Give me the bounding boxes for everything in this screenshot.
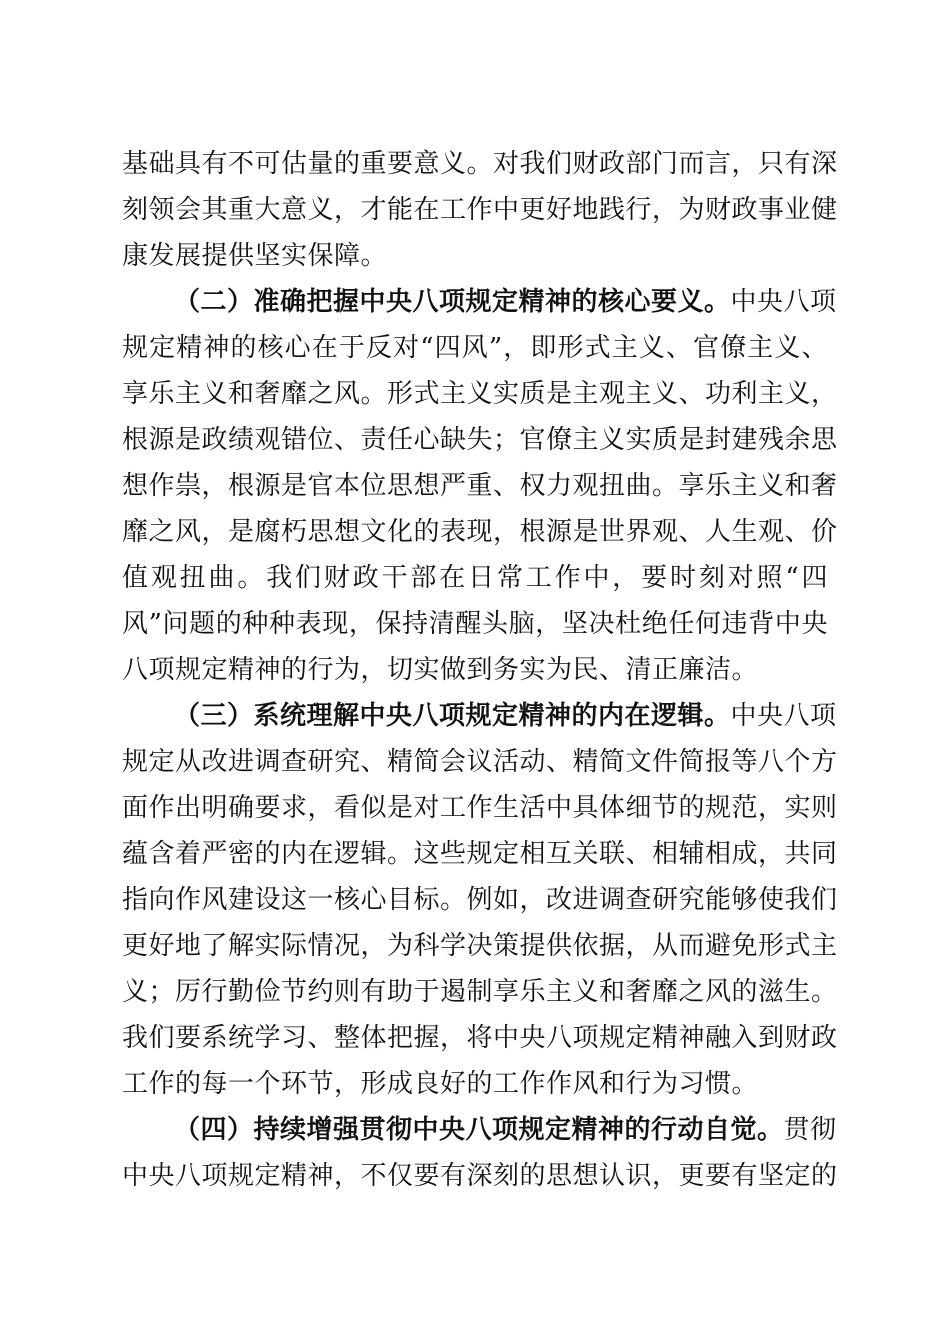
paragraph-3-line-3: 面作出明确要求，看似是对工作生活中具体细节的规范，实则 [122, 793, 838, 823]
paragraph-2-heading: （二）准确把握中央八项规定精神的核心要义。 [174, 287, 731, 317]
paragraph-4-first-line-rest: 贯彻 [783, 1115, 837, 1145]
paragraph-4-first-line [174, 1109, 837, 1151]
paragraph-3-line-7: 义；厉行勤俭节约则有助于遏制享乐主义和奢靡之风的滋生。 [122, 977, 838, 1007]
paragraph-3-line-2: 规定从改进调查研究、精简会议活动、精简文件简报等八个方 [122, 747, 838, 777]
paragraph-3-line-8: 我们要系统学习、整体把握，将中央八项规定精神融入到财政 [122, 1023, 838, 1053]
paragraph-2-line-2: 规定精神的核心在于反对“四风”，即形式主义、官僚主义、 [122, 333, 828, 363]
paragraph-2-first-line [174, 281, 837, 323]
paragraph-2-line-3: 享乐主义和奢靡之风。形式主义实质是主观主义、功利主义， [122, 379, 838, 409]
paragraph-4-line-2: 中央八项规定精神，不仅要有深刻的思想认识，更要有坚定的 [122, 1161, 838, 1191]
paragraph-3-line-6: 更好地了解实际情况，为科学决策提供依据，从而避免形式主 [122, 931, 838, 961]
paragraph-3-first-line-rest: 中央八项 [730, 701, 837, 731]
paragraph-3-line-9: 工作的每一个环节，形成良好的工作作风和行为习惯。 [122, 1069, 759, 1099]
paragraph-3-line-4: 蕴含着严密的内在逻辑。这些规定相互关联、相辅相成，共同 [122, 839, 838, 869]
paragraph-1-line-1: 基础具有不可估量的重要意义。对我们财政部门而言，只有深 [122, 149, 838, 179]
paragraph-2-line-8: 风”问题的种种表现，保持清醒头脑，坚决杜绝任何违背中央 [122, 609, 828, 639]
paragraph-2-line-9: 八项规定精神的行为，切实做到务实为民、清正廉洁。 [122, 655, 759, 685]
paragraph-1-line-2: 刻领会其重大意义，才能在工作中更好地践行，为财政事业健 [122, 195, 838, 225]
paragraph-3-line-5: 指向作风建设这一核心目标。例如，改进调查研究能够使我们 [122, 885, 838, 915]
paragraph-2-first-line-rest: 中央八项 [730, 287, 837, 317]
paragraph-2-line-4: 根源是政绩观错位、责任心缺失；官僚主义实质是封建残余思 [122, 425, 838, 455]
paragraph-4-heading: （四）持续增强贯彻中央八项规定精神的行动自觉。 [174, 1115, 784, 1145]
paragraph-3-heading: （三）系统理解中央八项规定精神的内在逻辑。 [174, 701, 731, 731]
paragraph-2-line-5: 想作祟，根源是官本位思想严重、权力观扭曲。享乐主义和奢 [122, 471, 838, 501]
paragraph-2-line-7: 值观扭曲。我们财政干部在日常工作中，要时刻对照“四 [122, 563, 828, 593]
paragraph-1-line-3: 康发展提供坚实保障。 [122, 241, 388, 271]
paragraph-3-first-line [174, 695, 837, 737]
paragraph-2-line-6: 靡之风，是腐朽思想文化的表现，根源是世界观、人生观、价 [122, 517, 838, 547]
